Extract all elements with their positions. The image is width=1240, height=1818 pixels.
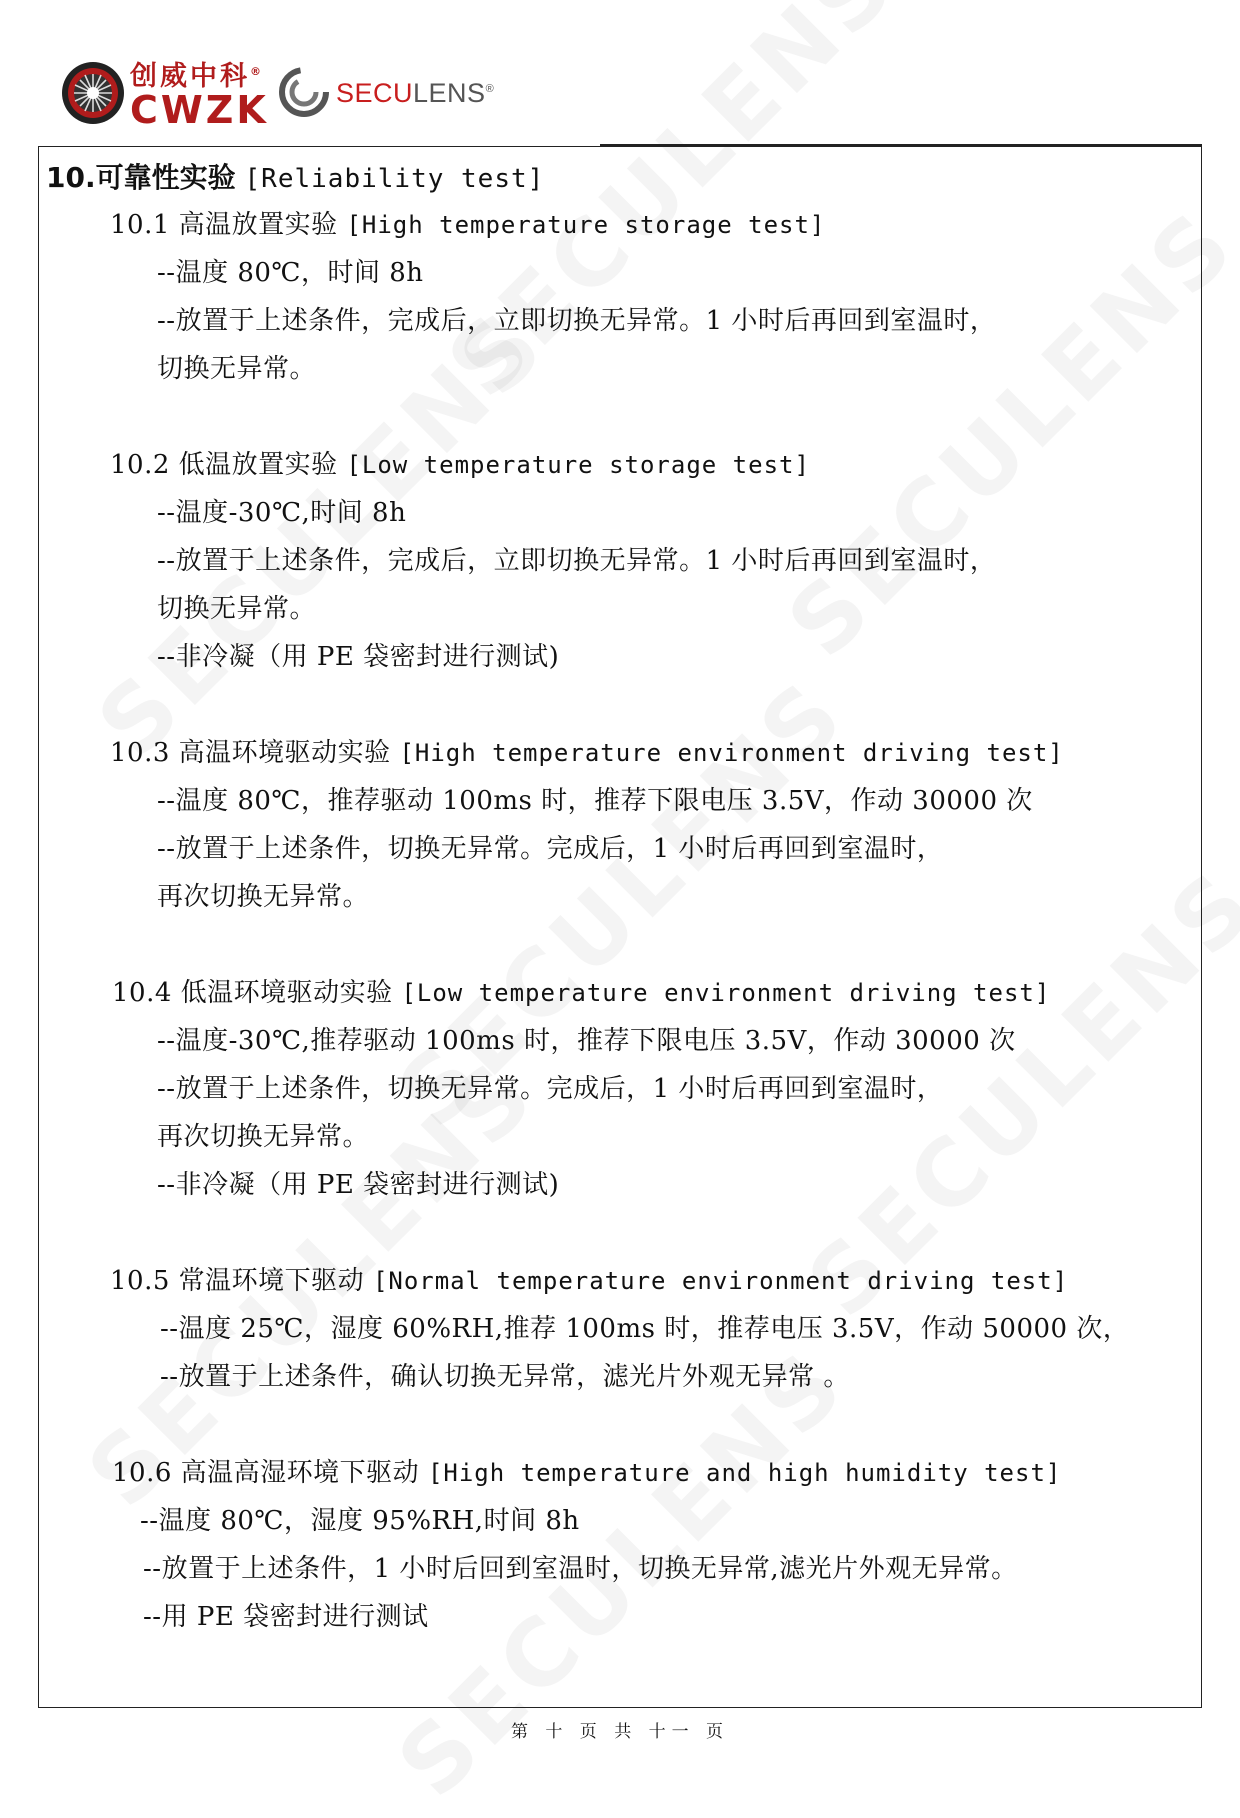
seculens-swirl-icon <box>278 66 330 118</box>
test-line: --放置于上述条件，1 小时后回到室温时，切换无异常,滤光片外观无异常。 <box>143 1554 1018 1584</box>
cwzk-logo <box>60 48 270 134</box>
test-heading: 10.2 低温放置实验 [Low temperature storage test] <box>110 450 810 480</box>
test-line: --温度-30℃,时间 8h <box>157 498 407 528</box>
brand-name-en: CWZK <box>130 88 269 132</box>
seculens-wordmark: SECULENS® <box>336 78 495 108</box>
test-line: 再次切换无异常。 <box>157 1122 370 1152</box>
test-heading: 10.5 常温环境下驱动 [Normal temperature environment driving test] <box>110 1266 1069 1296</box>
test-line: --放置于上述条件，完成后，立即切换无异常。1 小时后再回到室温时， <box>157 546 997 576</box>
test-line: --放置于上述条件，切换无异常。完成后，1 小时后再回到室温时， <box>157 1074 944 1104</box>
test-line: --温度 80℃，推荐驱动 100ms 时，推荐下限电压 3.5V，作动 30000 次 <box>157 786 1033 816</box>
page-header <box>60 48 1180 134</box>
test-line: --放置于上述条件，确认切换无异常，滤光片外观无异常 。 <box>160 1362 850 1392</box>
test-line: 切换无异常。 <box>157 594 317 624</box>
test-heading: 10.4 低温环境驱动实验 [Low temperature environment driving test] <box>112 978 1051 1008</box>
test-heading: 10.3 高温环境驱动实验 [High temperature environment driving test] <box>110 738 1064 768</box>
test-line: 再次切换无异常。 <box>157 882 370 912</box>
test-heading: 10.6 高温高湿环境下驱动 [High temperature and high humidity test] <box>112 1458 1062 1488</box>
test-line: --放置于上述条件，切换无异常。完成后，1 小时后再回到室温时， <box>157 834 944 864</box>
test-line: --用 PE 袋密封进行测试 <box>143 1602 429 1632</box>
turbine-logo-icon <box>60 60 126 126</box>
test-line: --温度 80℃，时间 8h <box>157 258 424 288</box>
test-line: --温度-30℃,推荐驱动 100ms 时，推荐下限电压 3.5V，作动 30000 次 <box>157 1026 1016 1056</box>
test-line: --温度 80℃，湿度 95%RH,时间 8h <box>140 1506 580 1536</box>
seculens-logo <box>278 58 538 128</box>
test-heading: 10.1 高温放置实验 [High temperature storage test] <box>110 210 826 240</box>
brand-name-cn: 创威中科® <box>130 61 264 92</box>
page-number: 第 十 页 共 十一 页 <box>510 1722 730 1742</box>
test-line: 切换无异常。 <box>157 354 317 384</box>
section-title: 10.可靠性实验 [Reliability test] <box>46 161 545 194</box>
test-line: --放置于上述条件，完成后，立即切换无异常。1 小时后再回到室温时， <box>157 306 997 336</box>
test-line: --非冷凝（用 PE 袋密封进行测试) <box>157 642 560 672</box>
test-line: --非冷凝（用 PE 袋密封进行测试) <box>157 1170 560 1200</box>
test-line: --温度 25℃，湿度 60%RH,推荐 100ms 时，推荐电压 3.5V，作动 50000 次， <box>160 1314 1130 1344</box>
